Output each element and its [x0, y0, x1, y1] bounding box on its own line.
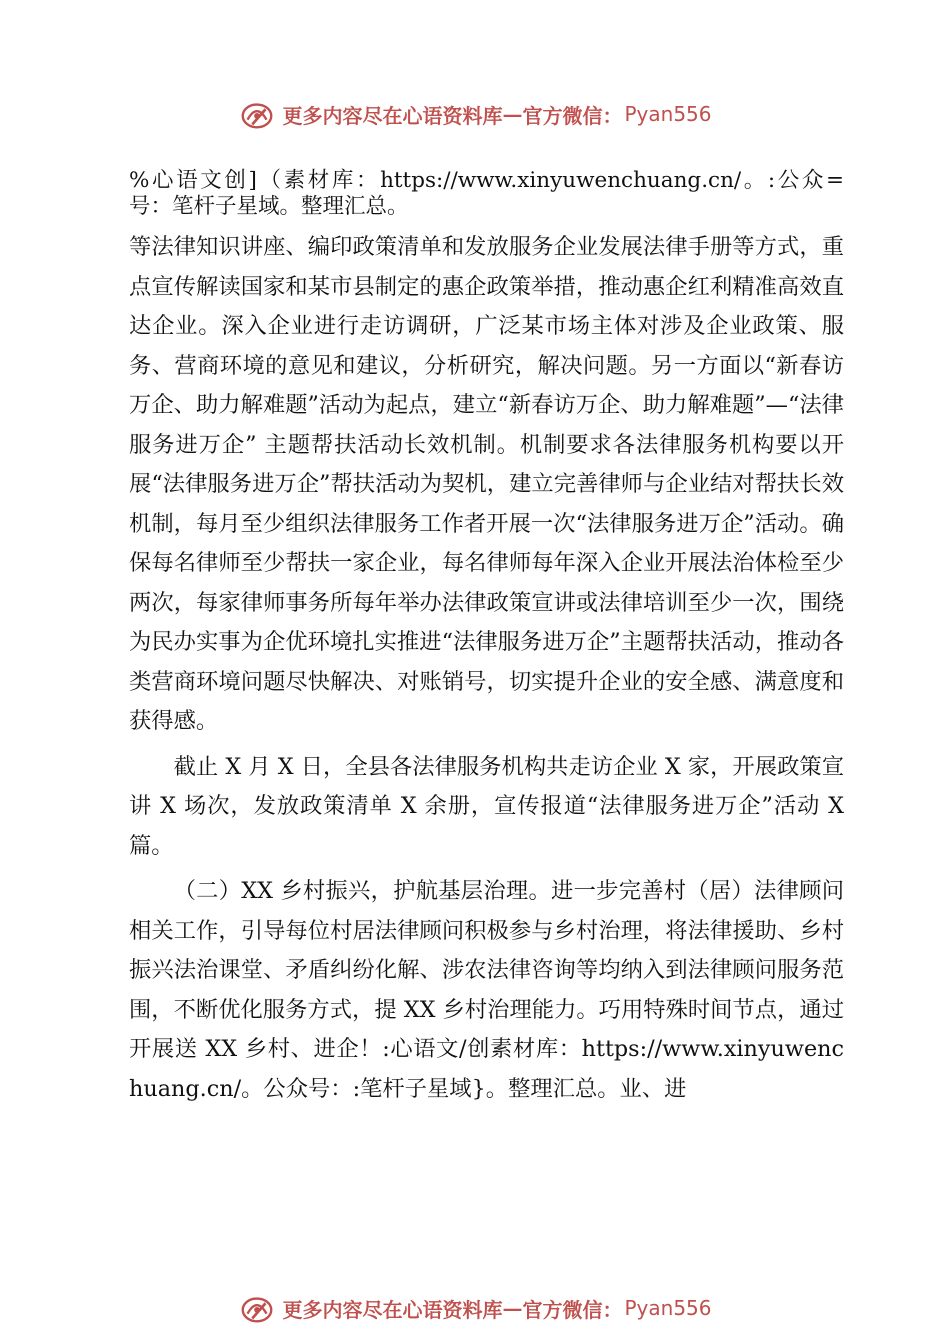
banner-text: 更多内容尽在心语资料库: [282, 103, 503, 128]
lotus-pen-logo-icon: [238, 95, 276, 133]
paragraph-1: 等法律知识讲座、编印政策清单和发放服务企业发展法律手册等方式，重点宣传解读国家和某市县制定的惠企政策举措，推动惠企红利精准高效直达企业。深入企业进行走访调研，广泛某市场主体对涉及企业政策、服务、营商环境的意见和建议，分析研究，解决问题。另一方面以“新春访万企、助力解难题”活动为起点，建立“新春访万企、助力解难题”—“法律服务进万企” 主题帮扶活动长效机制。机制要求各法律服务机构要以开展“法律服务进万企”帮扶活动为契机，建立完善律师与企业结对帮扶长效机制，每月至少组织法律服务工作者开展一次“法律服务进万企”活动。确保每名律师至少帮扶一家企业，每名律师每年深入企业开展法治体检至少两次，每家律师事务所每年举办法律政策宣讲或法律培训至少一次，围绕为民办实事为企优环境扎实推进“法律服务进万企”主题帮扶活动，推动各类营商环境问题尽快解决、对账销号，切实提升企业的安全感、满意度和获得感。: [129, 234, 844, 734]
banner-contact: 官方微信：: [522, 103, 623, 128]
lotus-pen-logo-icon: [238, 1289, 276, 1327]
banner-separator: —: [502, 102, 523, 126]
banner-account: Pyan556: [624, 102, 712, 126]
banner-account: Pyan556: [624, 1296, 712, 1320]
banner-separator: —: [502, 1296, 523, 1320]
banner-contact: 官方微信：: [522, 1297, 623, 1322]
header-banner: [0, 92, 950, 136]
banner-text: 更多内容尽在心语资料库: [282, 1297, 503, 1322]
paragraph-3: （二）XX 乡村振兴，护航基层治理。进一步完善村（居）法律顾问相关工作，引导每位村居法律顾问积极参与乡村治理，将法律援助、乡村振兴法治课堂、矛盾纠纷化解、涉农法律咨询等均纳入到法律顾问服务范围，不断优化服务方式，提 XX 乡村治理能力。巧用特殊时间节点，通过开展送 XX 乡村、进企！:心语文/创素材库：https://www.xinyuwenchuang.cn/。公众号：:笔杆子星域}。整理汇总。业、进: [129, 878, 844, 1102]
document-body: [129, 168, 844, 1109]
paragraph-2: 截止 X 月 X 日，全县各法律服务机构共走访企业 X 家，开展政策宣讲 X 场次，发放政策清单 X 余册，宣传报道“法律服务进万企”活动 X 篇。: [129, 753, 844, 859]
footer-banner: [0, 1286, 950, 1330]
watermark-text: %心语文创]（素材库：https://www.xinyuwenchuang.cn/。:公众=号：笔杆子星域。整理汇总。: [129, 168, 844, 219]
